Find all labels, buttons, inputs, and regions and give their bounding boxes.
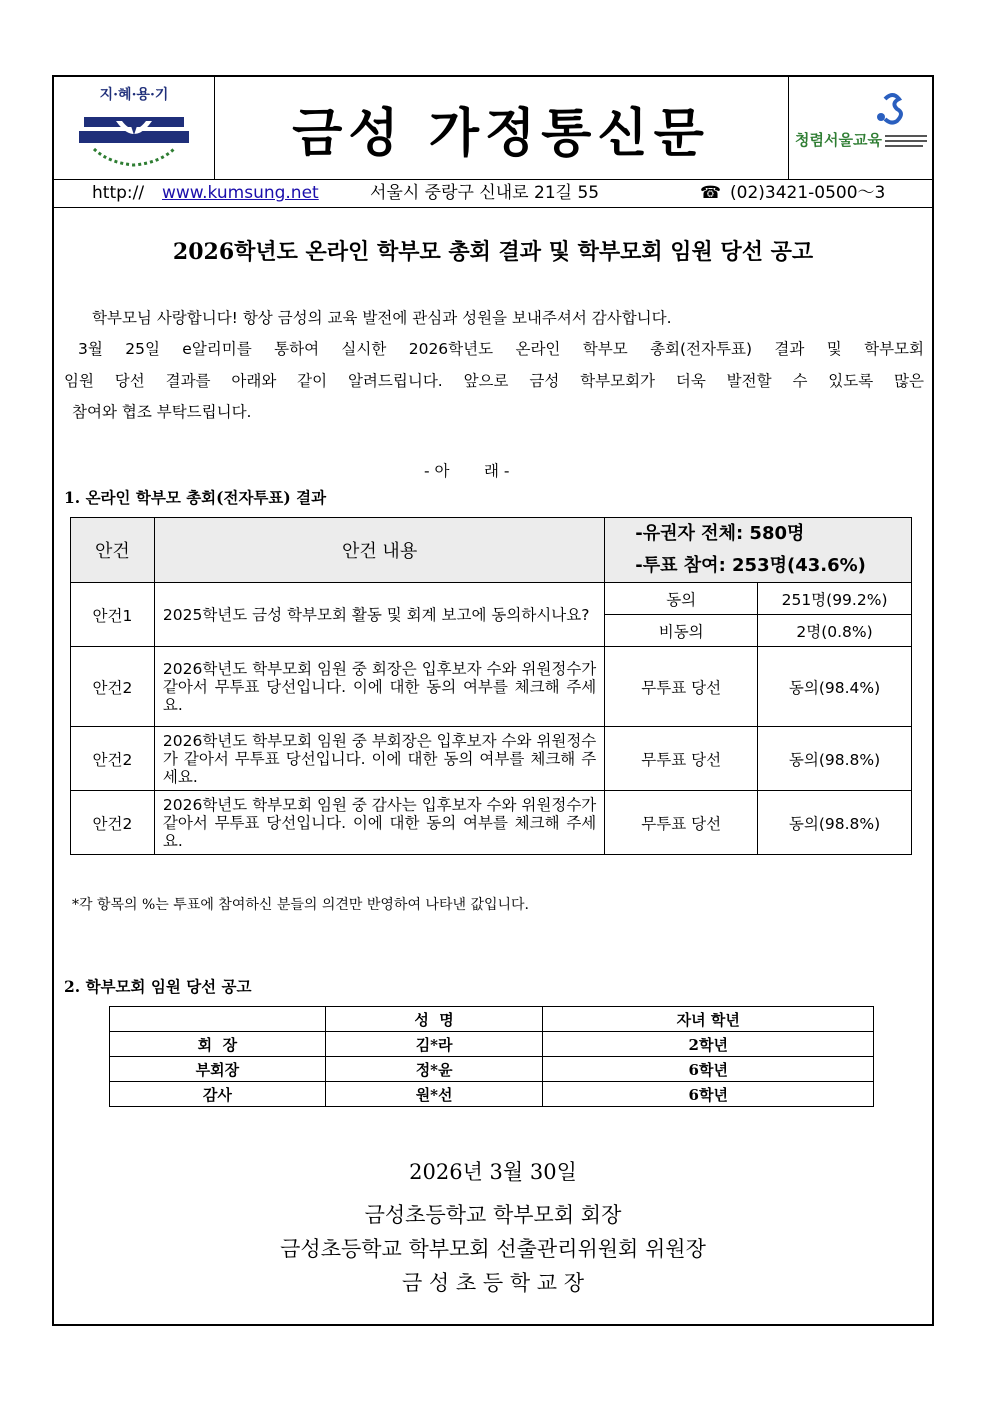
table-row <box>110 1032 874 1057</box>
result-value: 동의(98.4%) <box>758 647 912 727</box>
intro-line-1: 3월 25일 e알리미를 통하여 실시한 2026학년도 온라인 학부모 총회(전자투표) 결과 및 학부모회 <box>78 340 924 358</box>
contact-bar <box>54 179 932 208</box>
option-label: 비동의 <box>605 615 758 647</box>
table-row <box>71 727 912 791</box>
col-grade: 자녀 학년 <box>543 1007 874 1032</box>
signature-election-committee: 금성초등학교 학부모회 선출관리위원회 위원장 <box>280 1237 706 1261</box>
phone-number: (02)3421-0500～3 <box>730 183 886 203</box>
school-address: 서울시 중랑구 신내로 21길 55 <box>370 183 600 203</box>
option-label: 동의 <box>605 583 758 615</box>
clean-education-logo-icon <box>789 77 933 179</box>
school-logo <box>54 77 215 179</box>
table-row <box>71 647 912 727</box>
table-row <box>110 1082 874 1107</box>
officers-table <box>109 1006 874 1107</box>
agenda-no: 안건2 <box>71 791 155 855</box>
agenda-no: 안건2 <box>71 647 155 727</box>
result-label: 무투표 당선 <box>605 791 758 855</box>
vote-results-table <box>70 517 912 855</box>
intro-line-2: 임원 당선 결과를 아래와 같이 알려드립니다. 앞으로 금성 학부모회가 더욱 발전할 수 있도록 많은 <box>64 372 924 390</box>
result-label: 무투표 당선 <box>605 727 758 791</box>
col-role <box>110 1007 326 1032</box>
table-row <box>110 1057 874 1082</box>
agenda-no: 안건2 <box>71 727 155 791</box>
officer-grade: 2학년 <box>543 1032 874 1057</box>
intro-line-3: 참여와 협조 부탁드립니다. <box>72 403 252 421</box>
table-header-row <box>110 1007 874 1032</box>
result-value: 동의(98.8%) <box>758 727 912 791</box>
officer-role: 회 장 <box>110 1032 326 1057</box>
officer-name: 김*라 <box>325 1032 543 1057</box>
section1-heading: 1. 온라인 학부모 총회(전자투표) 결과 <box>64 488 327 507</box>
website-link[interactable]: www.kumsung.net <box>162 183 319 203</box>
table-row <box>71 791 912 855</box>
seoul-education-logo <box>788 77 933 179</box>
page-title: 금성 가정통신문 <box>292 102 710 164</box>
newsletter-frame <box>52 75 934 1326</box>
turnout-total: -투표 참여: 253명(43.6%) <box>635 555 866 576</box>
url-prefix: http:// <box>92 183 145 203</box>
school-emblem-icon <box>54 77 214 179</box>
notice-title: 2026학년도 온라인 학부모 총회 결과 및 학부모회 임원 당선 공고 <box>172 239 814 265</box>
option-value: 251명(99.2%) <box>758 583 912 615</box>
officer-grade: 6학년 <box>543 1057 874 1082</box>
officer-role: 부회장 <box>110 1057 326 1082</box>
agenda-text: 2026학년도 학부모회 임원 중 부회장은 입후보자 수와 위원정수가 같아서 무투표 당선입니다. 이에 대한 동의 여부를 체크해 주세요. <box>154 727 604 791</box>
agenda-text: 2026학년도 학부모회 임원 중 회장은 입후보자 수와 위원정수가 같아서 무투표 당선입니다. 이에 대한 동의 여부를 체크해 주세요. <box>154 647 604 727</box>
agenda-text: 2025학년도 금성 학부모회 활동 및 회계 보고에 동의하시나요? <box>154 583 604 647</box>
section2-heading: 2. 학부모회 임원 당선 공고 <box>64 977 252 996</box>
header <box>54 77 932 180</box>
officer-name: 정*윤 <box>325 1057 543 1082</box>
signature-pta-president: 금성초등학교 학부모회 회장 <box>364 1203 622 1227</box>
signature-principal: 금 성 초 등 학 교 장 <box>401 1271 585 1295</box>
agenda-no: 안건1 <box>71 583 155 647</box>
agenda-text: 2026학년도 학부모회 임원 중 감사는 입후보자 수와 위원정수가 같아서 무투표 당선입니다. 이에 대한 동의 여부를 체크해 주세요. <box>154 791 604 855</box>
svg-text:청렴서울교육: 청렴서울교육 <box>795 131 882 149</box>
phone-icon: ☎ <box>700 183 722 203</box>
voters-total: -유권자 전체: 580명 <box>635 523 805 544</box>
svg-text:지·혜·용·기: 지·혜·용·기 <box>99 87 169 103</box>
greeting-paragraph: 학부모님 사랑합니다! 항상 금성의 교육 발전에 관심과 성원을 보내주셔서 감사합니다. <box>92 309 672 327</box>
turnout-summary <box>605 518 912 583</box>
footnote: *각 항목의 %는 투표에 참여하신 분들의 의견만 반영하여 나타낸 값입니다. <box>72 897 529 913</box>
option-value: 2명(0.8%) <box>758 615 912 647</box>
table-header-row <box>71 518 912 583</box>
result-value: 동의(98.8%) <box>758 791 912 855</box>
below-marker: - 아 래 - <box>424 462 510 480</box>
result-label: 무투표 당선 <box>605 647 758 727</box>
col-name: 성 명 <box>325 1007 543 1032</box>
officer-role: 감사 <box>110 1082 326 1107</box>
col-agenda: 안건 <box>71 518 155 583</box>
table-row <box>71 583 912 615</box>
col-content: 안건 내용 <box>154 518 604 583</box>
notice-date: 2026년 3월 30일 <box>409 1160 577 1184</box>
officer-name: 원*선 <box>325 1082 543 1107</box>
officer-grade: 6학년 <box>543 1082 874 1107</box>
